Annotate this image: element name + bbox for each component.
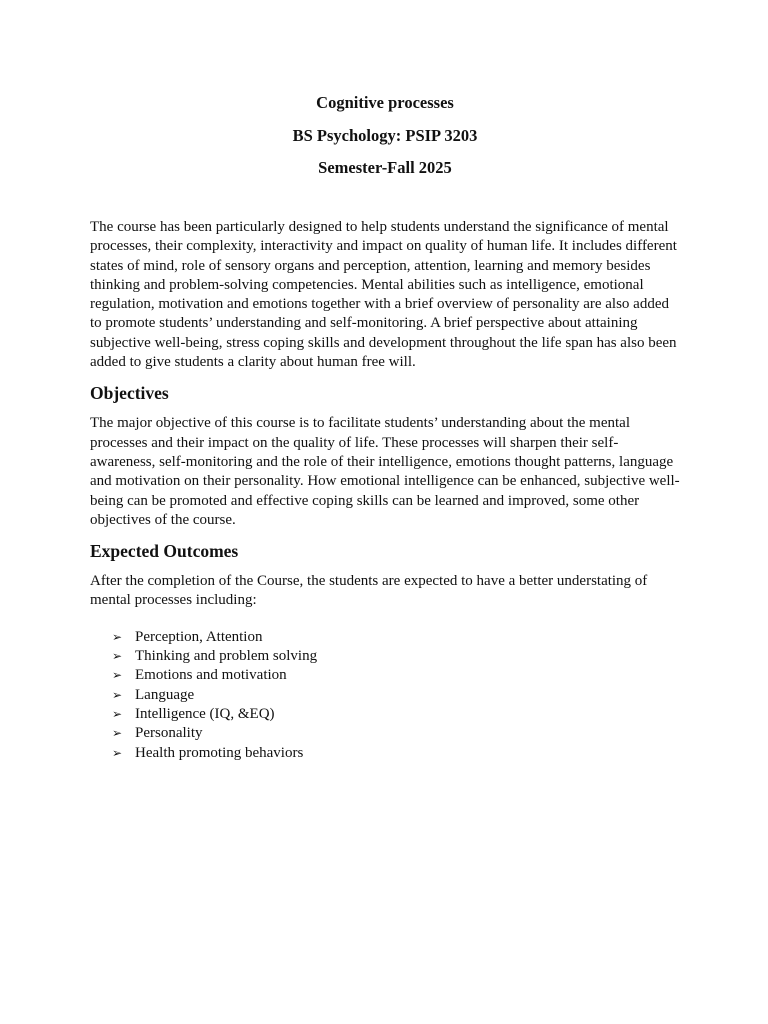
program-code: BS Psychology: PSIP 3203 (292, 125, 478, 145)
list-item-text: Health promoting behaviors (135, 744, 304, 761)
intro-paragraph: The course has been particularly designed to help students understand the significance of mental processes, their complexity, interactivity and impact on quality of human life. It includes different states of mind, role of sensory organs and perception, attention, learning and memory besides thinking and problem-solving competencies. Mental abilities such as intelligence, emotional regulation, motivation and emotions together with a brief overview of personality are also added to promote students’ understanding and self-monitoring. A brief perspective about attaining subjective well-being, stress coping skills and development throughout the life span has also been added to give students a clarity about human free will. (90, 219, 677, 371)
list-item-text: Emotions and motivation (135, 667, 287, 684)
arrow-bullet-icon: ➢ (112, 706, 123, 721)
semester: Semester-Fall 2025 (318, 158, 452, 177)
list-item-text: Language (135, 686, 195, 703)
list-item-text: Personality (135, 725, 203, 742)
outcomes-section (90, 540, 680, 763)
outcomes-heading: Expected Outcomes (90, 541, 239, 562)
objectives-heading: Objectives (90, 383, 169, 404)
list-item (90, 724, 680, 743)
list-item (90, 686, 680, 705)
list-item (90, 628, 680, 647)
arrow-bullet-icon: ➢ (112, 726, 123, 741)
objectives-paragraph: The major objective of this course is to facilitate students’ understanding about the mental processes and their impact on the quality of life. These processes will sharpen their self-awareness, self-monitoring and the role of their intelligence, emotions thought patterns, language and motivation on their personality. How emotional intelligence can be enhanced, subjective well-being can be promoted and effective coping skills can be learned and improved, some other objectives of the course. (90, 415, 680, 528)
objectives-section (90, 382, 680, 530)
document-page (90, 92, 680, 763)
arrow-bullet-icon: ➢ (112, 687, 123, 702)
list-item (90, 647, 680, 666)
intro-section (90, 218, 680, 372)
list-item (90, 705, 680, 724)
outcomes-list (90, 628, 680, 763)
arrow-bullet-icon: ➢ (112, 668, 123, 683)
outcomes-paragraph: After the completion of the Course, the students are expected to have a better understating of mental processes including: (90, 573, 648, 609)
list-item-text: Thinking and problem solving (135, 648, 318, 665)
list-item-text: Perception, Attention (135, 628, 263, 645)
list-item (90, 744, 680, 763)
arrow-bullet-icon: ➢ (112, 629, 123, 644)
course-title: Cognitive processes (316, 93, 454, 112)
arrow-bullet-icon: ➢ (112, 745, 123, 760)
arrow-bullet-icon: ➢ (112, 649, 123, 664)
list-item-text: Intelligence (IQ, &EQ) (135, 705, 275, 722)
list-item (90, 666, 680, 685)
title-block (90, 92, 680, 178)
